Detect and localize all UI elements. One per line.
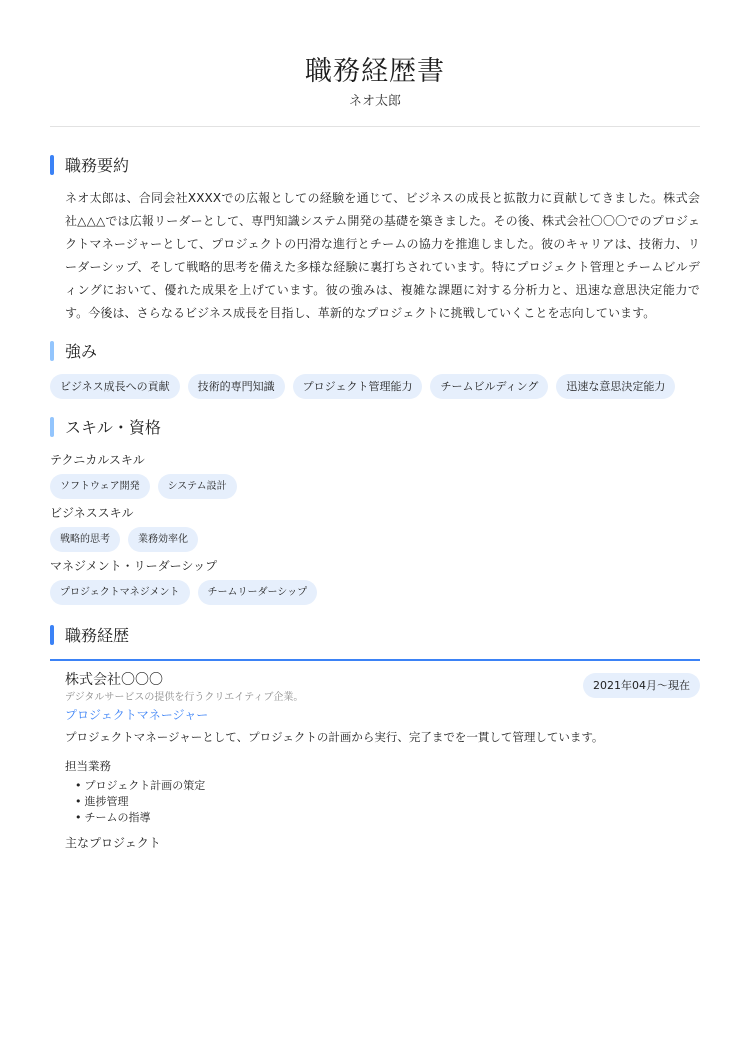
resume-page <box>50 0 700 852</box>
company-description: デジタルサービスの提供を行うクリエイティブ企業。 <box>65 692 304 703</box>
summary-text: ネオ太郎は、合同会社XXXXでの広報としての経験を通じて、ビジネスの成長と拡散力に貢献してきました。株式会社△△△では広報リーダーとして、専門知識システム開発の基礎を築きました。その後、株式会社〇〇〇でのプロジェクトマネージャーとして、プロジェクトの円滑な進行とチームの協力を推進しました。彼のキャリアは、技術力、リーダーシップ、そして戦略的思考を備えた多様な経験に裏打ちされています。特にプロジェクト管理とチームビルディングにおいて、優れた成果を上げています。彼の強みは、複雑な課題に対する分析力と、迅速な意思決定能力です。今後は、さらなるビジネス成長を目指し、革新的なプロジェクトに挑戦していくことを志向しています。 <box>65 191 700 320</box>
strengths-heading <box>50 341 700 363</box>
duties-label: 担当業務 <box>65 759 111 773</box>
strength-tag: 技術的専門知識 <box>188 374 285 399</box>
person-name: ネオ太郎 <box>348 94 401 109</box>
summary-section <box>50 155 700 325</box>
career-heading-label: 職務経歴 <box>65 626 130 645</box>
skill-tag: ソフトウェア開発 <box>50 474 150 499</box>
period-badge: 2021年04月〜現在 <box>583 673 700 698</box>
skill-tag: 戦略的思考 <box>50 527 120 552</box>
career-section <box>50 625 700 852</box>
career-heading <box>50 625 700 647</box>
strengths-heading-label: 強み <box>65 342 98 361</box>
section-accent-bar <box>50 155 54 175</box>
strength-tag: プロジェクト管理能力 <box>293 374 423 399</box>
skills-section <box>50 417 700 605</box>
skill-category-label: テクニカルスキル <box>50 453 145 467</box>
skills-heading-label: スキル・資格 <box>65 418 161 437</box>
strengths-section <box>50 341 700 399</box>
duties-list <box>75 778 700 826</box>
skill-tag: チームリーダーシップ <box>198 580 318 605</box>
skill-tag: システム設計 <box>158 474 237 499</box>
section-accent-bar <box>50 341 54 361</box>
skill-category-label: マネジメント・リーダーシップ <box>50 559 218 573</box>
summary-heading <box>50 155 700 177</box>
skill-tags <box>50 474 700 499</box>
job-role: プロジェクトマネージャー <box>65 708 209 722</box>
role-description: プロジェクトマネージャーとして、プロジェクトの計画から実行、完了までを一貫して管理しています。 <box>65 730 604 744</box>
skill-tag: 業務効率化 <box>128 527 198 552</box>
duty-item: • チームの指導 <box>75 810 700 826</box>
header-divider <box>50 126 700 127</box>
strength-tag: チームビルディング <box>430 374 548 399</box>
strength-tag: ビジネス成長への貢献 <box>50 374 180 399</box>
duty-item: • 進捗管理 <box>75 794 700 810</box>
document-title: 職務経歴書 <box>305 56 445 87</box>
skill-tags <box>50 580 700 605</box>
strength-tag: 迅速な意思決定能力 <box>556 374 675 399</box>
section-accent-bar <box>50 625 54 645</box>
company-name: 株式会社〇〇〇 <box>65 672 163 688</box>
career-divider <box>50 659 700 661</box>
section-accent-bar <box>50 417 54 437</box>
skill-category-label: ビジネススキル <box>50 506 134 520</box>
company-entry <box>50 670 700 852</box>
projects-label: 主なプロジェクト <box>65 836 161 850</box>
strength-tags <box>50 374 700 399</box>
skill-tags <box>50 527 700 552</box>
skill-tag: プロジェクトマネジメント <box>50 580 190 605</box>
skills-heading <box>50 417 700 439</box>
summary-heading-label: 職務要約 <box>65 156 130 175</box>
duty-item: • プロジェクト計画の策定 <box>75 778 700 794</box>
